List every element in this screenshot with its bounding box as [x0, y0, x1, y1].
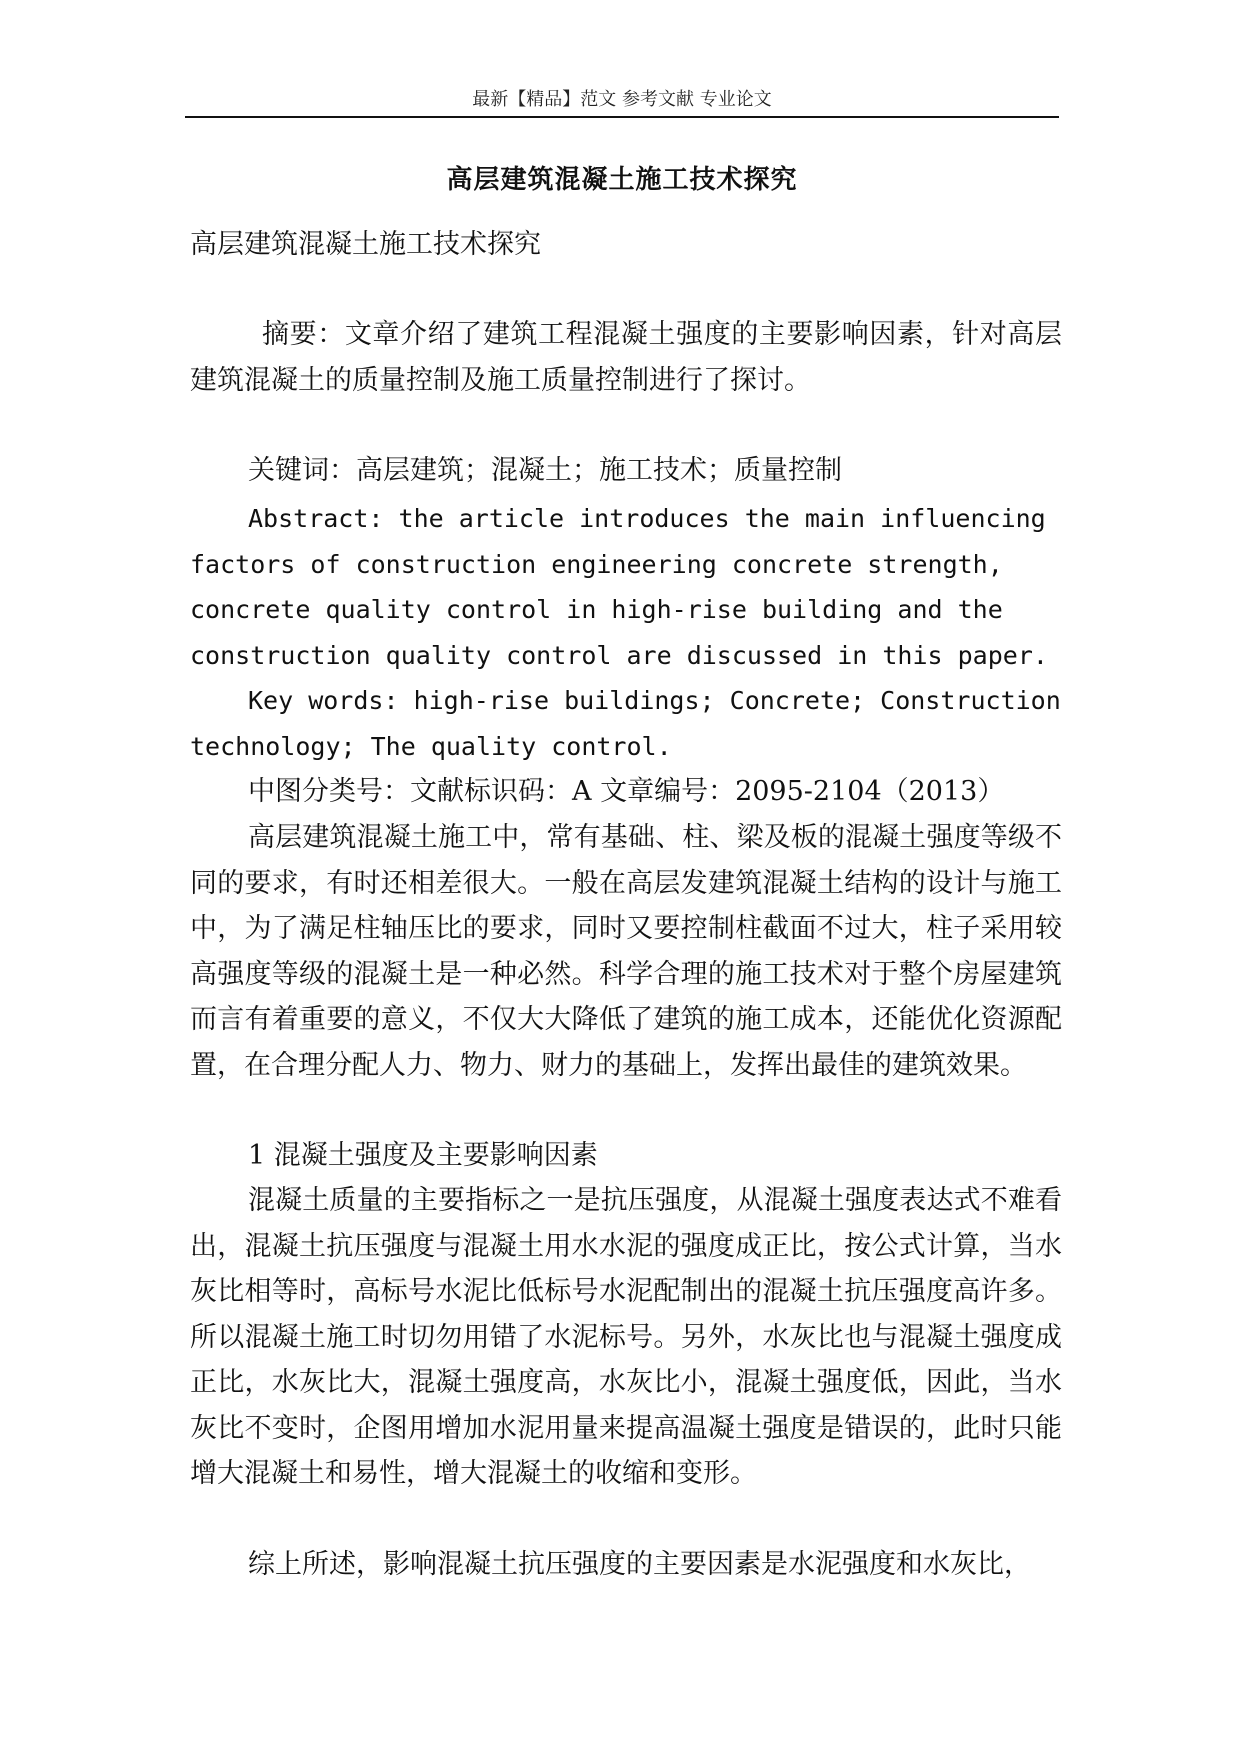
- body-paragraph: 混凝土质量的主要指标之一是抗压强度，从混凝土强度表达式不难看出，混凝土抗压强度与混凝土用水水泥的强度成正比，按公式计算，当水灰比相等时，高标号水泥比低标号水泥配制出的混凝土抗压强度高许多。所以混凝土施工时切勿用错了水泥标号。另外，水灰比也与混凝土强度成正比，水灰比大，混凝土强度高，水灰比小，混凝土强度低，因此，当水灰比不变时，企图用增加水泥用量来提高温凝土强度是错误的，此时只能增大混凝土和易性，增大混凝土的收缩和变形。: [190, 1185, 1062, 1489]
- keywords-chinese: 关键词：高层建筑；混凝土；施工技术；质量控制: [248, 455, 842, 486]
- abstract-chinese: 摘要：文章介绍了建筑工程混凝土强度的主要影响因素，针对高层建筑混凝土的质量控制及施工质量控制进行了探讨。: [190, 319, 1062, 396]
- running-header: 最新【精品】范文 参考文献 专业论文: [472, 89, 772, 110]
- abstract-english: [190, 496, 1062, 678]
- keywords-english-line: Key words: high-rise buildings; Concrete; Construction: [248, 686, 1061, 715]
- classification-line: 中图分类号：文献标识码：A 文章编号：2095-2104（2013）: [248, 776, 1005, 807]
- body-paragraph: 高层建筑混凝土施工中，常有基础、柱、梁及板的混凝土强度等级不同的要求，有时还相差很大。一般在高层发建筑混凝土结构的设计与施工中，为了满足柱轴压比的要求，同时又要控制柱截面不过大，柱子采用较高强度等级的混凝土是一种必然。科学合理的施工技术对于整个房屋建筑而言有着重要的意义，不仅大大降低了建筑的施工成本，还能优化资源配置，在合理分配人力、物力、财力的基础上，发挥出最佳的建筑效果。: [190, 822, 1062, 1081]
- body-paragraph: 综上所述，影响混凝土抗压强度的主要因素是水泥强度和水灰比，: [248, 1549, 1031, 1580]
- section-heading: 1 混凝土强度及主要影响因素: [248, 1140, 598, 1171]
- abstract-english-line: Abstract: the article introduces the main influencing: [248, 504, 1046, 533]
- header-divider: [185, 116, 1059, 118]
- abstract-english-line: concrete quality control in high-rise building and the: [190, 595, 1003, 624]
- keywords-english-line: technology; The quality control.: [190, 731, 672, 761]
- document-title: 高层建筑混凝土施工技术探究: [446, 165, 798, 195]
- keywords-english: [190, 678, 1062, 769]
- abstract-english-line: construction quality control are discussed in this paper.: [190, 640, 1048, 670]
- document-subtitle: 高层建筑混凝土施工技术探究: [190, 229, 541, 260]
- abstract-english-line: factors of construction engineering concrete strength,: [190, 549, 1003, 579]
